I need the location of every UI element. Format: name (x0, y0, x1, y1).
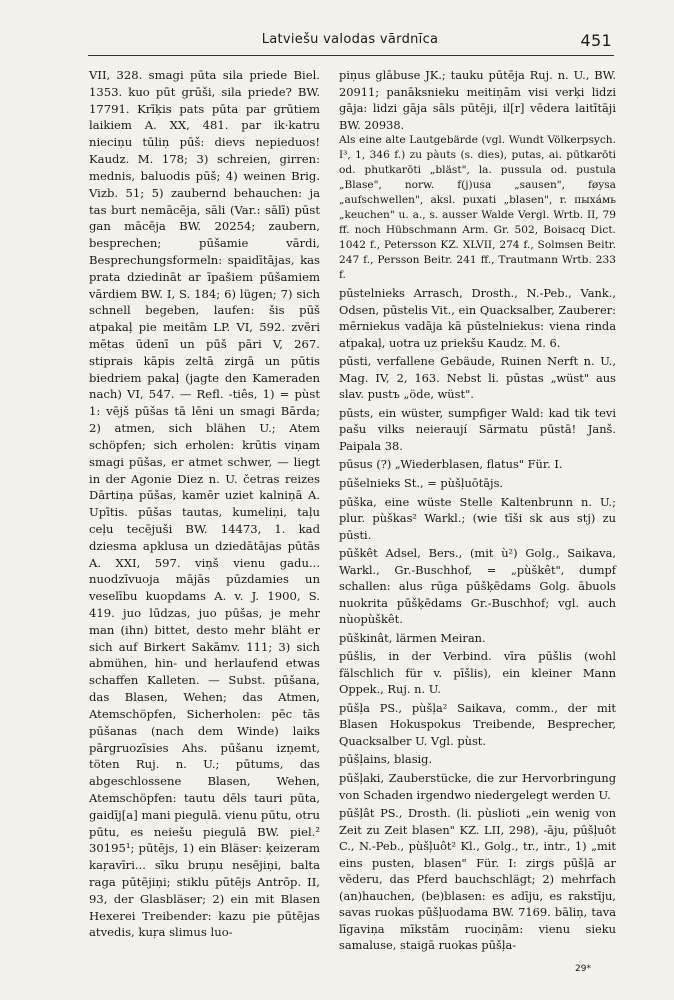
dictionary-entry: pūšlis, in der Verbind. vīra pūšlis (wohl fälschlich für v. pīšlis), ein kleiner Mann Oppek., Ruj. n. U. (339, 649, 616, 697)
page-number: 451 (580, 31, 612, 50)
dictionary-entry: pūšļains, blasig. (339, 752, 433, 767)
entry-text: VII, 328. smagi pūta sila priede Biel. 1353. kuo pūt grūši, sila priede? BW. 17791. Krīķis pats pūta par grūtiem laikiem A. XX, 481. par ik·katru nieciņu tūliņ pūš: dievs nepieduos! Kaudz. M. 178; 3) schreien, girren: mednis, baluodis pūš; 4) weinen Brig. Vizb. 51; 5) zaubernd behauchen: ja tas burt nemācēja, sāli (Var.: sālī) pūst gan mācēja BW. 20254; zaubern, besprechen; pūšamie vārdi, Besprechungsformeln: spaidītājas, kas prata dziedināt ar īpašiem pūšamiem vārdiem BW. I, S. 184; 6) lügen; 7) sich schnell begeben, laufen: šis pūš atpakaļ pie meitām LP. VI, 592. zvēri mētas ūdenī un pūš pāri V, 267. stiprais kāpis zeltā zirgā un pūtis biedriem pakaļ (jagte den Kameraden nach) VI, 547. — Refl. -tiês, 1) = pùst 1: vējš pūšas tā lēni un smagi Bārda; 2) atmen, sich blähen U.; Atem schöpfen; sich erholen: krūtis viņam smagi pūšas, er atmet schwer, — liegt in der Agonie Diez n. U. četras reizes Dārtiņa pūšas, kamēr uziet kalniņā A. Upītis. pūšas tautas, kumeliņi, taļu ceļu tecējuši BW. 14473, 1. kad dziesma apklusa un dziedātājas pūtās A. XXI, 597. viņš vienu gadu... nuodzīvuoja mājās pūzdamies un veselību kuopdams A. v. J. 1900, S. 419. juo lūdzas, juo pūšas, je mehr man (ihn) bittet, desto mehr bläht er sich auf Birkert Sakāmv. 111; 3) sich abmühen, hin- und herlaufend etwas schaffen Kalleten. — Subst. pūšana, das Blasen, Wehen; das Atmen, Atemschöpfen, Sicherholen: pēc tās pūšanas (nach dem Winde) laiks pārgruozīsies Ahs. pūšanu izņemt, töten Ruj. n. U.; pūtums, das abgeschlossene Blasen, Wehen, Atemschöpfen: tautu dēls tauri pūta, gaidīj[a] mani piegulā. vienu pūtu, otru pūtu, es neiešu piegulā BW. piel.² 30195¹; pūtējs, 1) ein Bläser: ķeizeram kaŗavīri... sīku bruņu nesējiņi, balta raga pūtējiņi; stiklu pūtējs Antrōp. II, 93, der Glasbläser; 2) ein mit Blasen Hexerei Treibender: kazu pie pūtējas atvedis, kuŗa slimus luo- (89, 68, 320, 940)
dictionary-entry: pūšļaki, Zauberstücke, die zur Hervorbringung von Schaden irgendwo niedergelegt werden U. (339, 771, 616, 802)
dictionary-entry: pūšļa PS., pùšļa² Saikava, comm., der mit Blasen Hokuspokus Treibende, Besprecher, Quacksalber U. Vgl. pùst. (339, 700, 616, 748)
running-head (88, 32, 612, 52)
header-rule (88, 55, 614, 56)
etymology-note: Als eine alte Lautgebärde (vgl. Wundt Völkerpsych. I³, 1, 346 f.) zu pàuts (s. dies), putas, ai. pūtkarōti od. phutkarōti „bläst", la. pussula od. pustula „Blase", norw. f(j)usa „sausen", føysa „aufschwellen", aksl. puxati „blasen", r. пыхáмь „keuchen" u. a., s. ausser Walde Vergl. Wrtb. II, 79 ff. noch Hübschmann Arm. Gr. 502, Boisacq Dict. 1042 f., Petersson KZ. XLVII, 274 f., Solmsen Beitr. 247 f., Persson Beitr. 241 ff., Trautmann Wrtb. 233 f. (339, 134, 616, 282)
dictionary-entry: pūšelnieks St., = pùšļuōtājs. (339, 475, 504, 490)
dictionary-entry: pūškinât, lärmen Meiran. (339, 630, 486, 645)
right-column (339, 67, 616, 954)
page-title: Latviešu valodas vārdnīca (261, 32, 439, 47)
entry-text: piņus glābuse JK.; tauku pūtēja Ruj. n. U., BW. 20911; panāksnieku meitiņām visi verķi lidzi gāja: lidzi gāja sāls pūtēji, il[r] vēdera laitītāji BW. 20938. (339, 68, 616, 132)
signature-mark: 29* (575, 964, 591, 974)
dictionary-entry: pūsts, ein wüster, sumpfiger Wald: kad tik tevi pašu vilks neieraují Sārmatu pūstā! Janš. Paipala 38. (339, 405, 616, 453)
left-column (89, 67, 320, 941)
dictionary-entry: pūstelnieks Arrasch, Drosth., N.-Peb., Vank., Odsen, pūstelis Vit., ein Quacksalber, Zauberer: mērniekus vadāja kā pūstelniekus: viena rinda atpakaļ, uotra uz priekšu Kaudz. M. 6. (339, 286, 616, 350)
dictionary-entry: pūšļât PS., Drosth. (li. pùslioti „ein wenig von Zeit zu Zeit blasen" KZ. LII, 298), -āju, pūšļuôt C., N.-Peb., pùšļuôt² Kl., Golg., tr., intr., 1) „mit eins pusten, blasen" Für. I: zirgs pūšļā ar vēderu, das Pferd bauchschlägt; 2) mehrfach (an)hauchen, (be)blasen: es adīju, es rakstīju, savas ruokas pūšļuodama BW. 7169. bāliņ, tava līgaviņa mīkstām ruociņām: vienu sieku samaluse, staigā ruokas pūšļa- (339, 806, 616, 953)
dictionary-entry: pūsti, verfallene Gebäude, Ruinen Nerft n. U., Mag. IV, 2, 163. Nebst li. pūstas „wüst" aus slav. pustъ „öde, wüst". (339, 354, 616, 402)
dictionary-entry: pūškêt Adsel, Bers., (mit ù²) Golg., Saikava, Warkl., Gr.-Buschhof, = „pùškêt", dumpf schallen: alus rūga pūšķēdams Golg. ābuols nuokrita pūšķēdams Gr.-Buschhof; vgl. auch nùopùškêt. (339, 546, 616, 627)
dictionary-entry: pūška, eine wüste Stelle Kaltenbrunn n. U.; plur. pùškas² Warkl.; (wie tīši sk aus stj) zu pūsti. (339, 494, 616, 542)
dictionary-entry: pūsus (?) „Wiederblasen, flatus" Für. I. (339, 457, 563, 472)
